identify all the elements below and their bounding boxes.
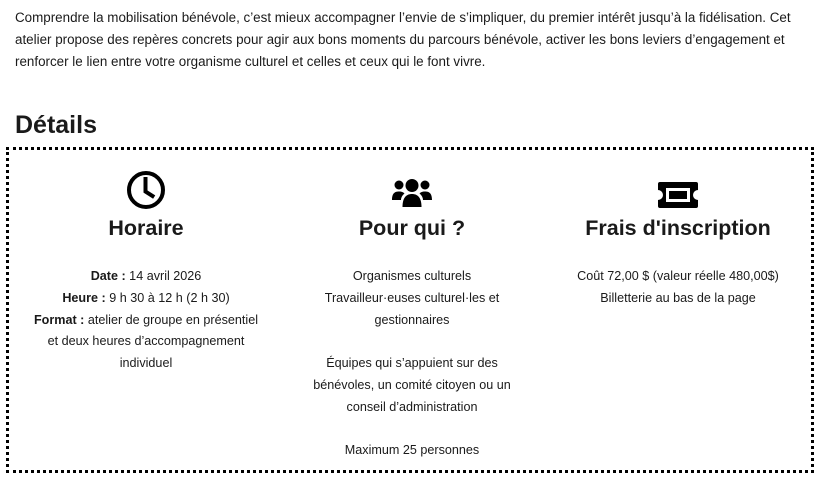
audience-line-3: Équipes qui s’appuient sur des bénévoles, un comité citoyen ou un conseil d’administration [313, 356, 511, 414]
schedule-title: Horaire [108, 216, 184, 240]
intro-paragraph: Comprendre la mobilisation bénévole, c’est mieux accompagner l’envie de s’impliquer, du premier intérêt jusqu’à la fidélisation. Cet atelier propose des repères concrets pour agir aux bons moments du parcours bénévole, activer les bons leviers d’engagement et renforcer le lien entre votre organisme culturel et celles et ceux qui le font vivre. [15, 10, 791, 69]
format-value: atelier de groupe en présentiel et deux heures d’accompagnement individuel [47, 312, 258, 371]
details-heading: Détails [15, 111, 97, 139]
fees-body [545, 266, 811, 310]
schedule-body [11, 266, 281, 375]
date-label: Date : [90, 269, 126, 283]
ticket-icon [545, 150, 811, 210]
clock-icon [11, 150, 281, 210]
audience-line-1: Organismes culturels [352, 269, 472, 283]
audience-column [279, 150, 545, 462]
audience-line-2: Travailleur·euses culturel·les et gestionnaires [324, 290, 500, 327]
fees-ticketing-note: Billetterie au bas de la page [600, 290, 756, 305]
fees-title: Frais d'inscription [585, 216, 771, 240]
format-line [33, 310, 259, 375]
date-line [33, 266, 259, 288]
fees-column [545, 150, 811, 310]
schedule-column [11, 150, 281, 375]
time-value: 9 h 30 à 12 h (2 h 30) [105, 290, 230, 305]
fees-cost: Coût 72,00 $ (valeur réelle 480,00$) [577, 269, 779, 283]
audience-title: Pour qui ? [358, 216, 466, 240]
date-value: 14 avril 2026 [125, 269, 202, 283]
format-label: Format : [33, 312, 85, 327]
time-label: Heure : [62, 290, 106, 305]
audience-line-4: Maximum 25 personnes [344, 443, 480, 458]
users-icon [279, 150, 545, 210]
details-box [6, 147, 814, 473]
audience-body [279, 266, 545, 462]
time-line [33, 288, 259, 310]
